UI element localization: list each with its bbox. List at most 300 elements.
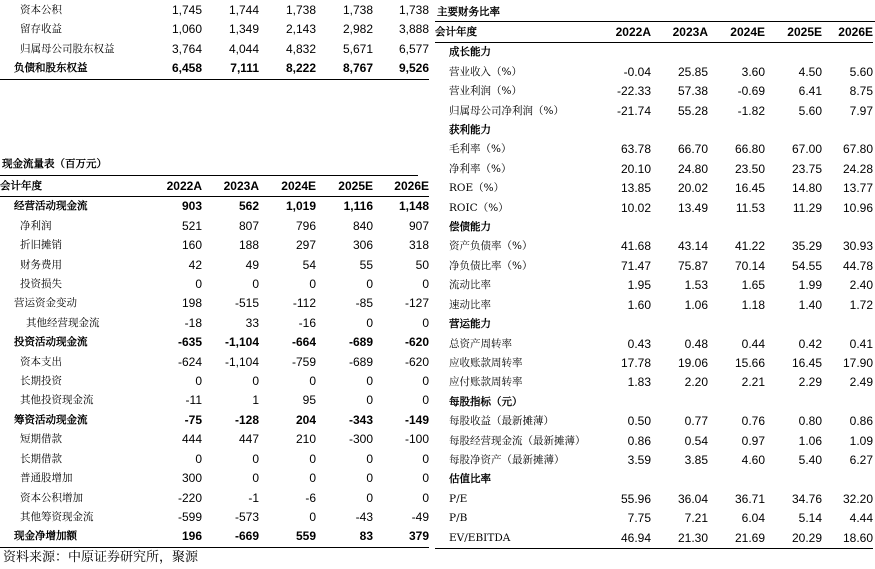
table-row <box>435 199 873 218</box>
cell-value: -689 <box>348 335 373 350</box>
ratios-year-2023: 2023A <box>651 23 708 43</box>
table-row <box>0 353 429 372</box>
cell-value: 1.60 <box>627 297 651 312</box>
cash-flow-header-label: 会计年度 <box>0 177 158 197</box>
cell-value: -620 <box>404 335 429 350</box>
section-label: 估值比率 <box>449 473 491 486</box>
cell-value: -624 <box>177 354 202 369</box>
cell-value: 562 <box>238 199 259 214</box>
cell-value: 2.21 <box>741 375 765 390</box>
cell-value: 204 <box>295 412 316 427</box>
cell-value: 55.96 <box>620 491 651 506</box>
cell-value: -599 <box>177 509 202 524</box>
cell-value: 46.94 <box>598 529 651 549</box>
cell-value: 1.83 <box>627 375 651 390</box>
table-row <box>0 508 429 527</box>
cash-flow-table <box>0 177 429 548</box>
cell-value: 0 <box>422 315 429 330</box>
cell-value: 1,116 <box>343 199 373 214</box>
cell-value: 1.65 <box>741 278 765 293</box>
cash-flow-top-rule <box>0 175 418 176</box>
cell-value: 0.43 <box>627 336 651 351</box>
cell-value: 63.78 <box>620 142 651 157</box>
row-label: 应付账款周转率 <box>449 376 523 389</box>
cell-value: 807 <box>238 218 259 233</box>
cell-value: 11.53 <box>735 200 765 215</box>
cell-value: 54.55 <box>791 258 822 273</box>
cell-value: 840 <box>352 218 373 233</box>
row-label: 现金净增加额 <box>0 527 158 547</box>
cell-value: -16 <box>298 315 316 330</box>
cell-value: 1,738 <box>285 3 316 17</box>
cell-value: 55 <box>359 257 373 272</box>
table-row <box>0 59 429 79</box>
cell-value: 0.97 <box>741 433 765 448</box>
row-label: 每股经营现金流（最新摊薄） <box>449 434 586 447</box>
row-label: 毛利率（%） <box>449 143 512 156</box>
ratios-title: 主要财务比率 <box>437 6 500 18</box>
cell-value: 1,744 <box>228 3 259 17</box>
cell-value: 23.50 <box>734 161 765 176</box>
cell-value: 35.29 <box>791 239 822 254</box>
cell-value: -1.82 <box>737 103 765 118</box>
cell-value: -300 <box>348 432 373 447</box>
cell-value: 66.70 <box>677 142 708 157</box>
cell-value: 17.78 <box>620 355 651 370</box>
ratios-header-label: 会计年度 <box>435 23 598 43</box>
row-label: 负债和股东权益 <box>0 59 158 79</box>
cell-value: -149 <box>404 412 429 427</box>
cell-value: 6,577 <box>398 41 429 56</box>
row-label: 财务费用 <box>20 258 62 271</box>
cell-value: 0.48 <box>684 336 708 351</box>
cash-flow-title: 现金流量表（百万元） <box>2 158 107 170</box>
cell-value: 300 <box>181 471 202 486</box>
section-row <box>435 315 873 334</box>
ratios-table <box>435 23 873 549</box>
row-label: 折旧摊销 <box>20 239 62 252</box>
section-row <box>435 43 873 63</box>
cell-value: 2.29 <box>798 375 822 390</box>
balance-sheet-tail <box>0 1 429 80</box>
cell-value: 210 <box>295 432 316 447</box>
row-label: 流动比率 <box>449 279 491 292</box>
cell-value: 0 <box>422 471 429 486</box>
cell-value: 21.30 <box>651 529 708 549</box>
cell-value: 7.97 <box>849 103 873 118</box>
ratios-year-2022: 2022A <box>598 23 651 43</box>
ratios-table-block <box>435 23 873 549</box>
cell-value: 198 <box>181 296 202 311</box>
cell-value: -220 <box>177 490 202 505</box>
table-row <box>435 335 873 354</box>
cell-value: 5,671 <box>342 41 373 56</box>
cell-value: 3.85 <box>684 452 708 467</box>
table-row <box>435 296 873 315</box>
cell-value: 67.80 <box>842 142 873 157</box>
row-label: 每股净资产（最新摊薄） <box>449 453 565 466</box>
cell-value: 0 <box>366 374 373 389</box>
cell-value: -1,104 <box>224 354 259 369</box>
cash-flow-year-2023: 2023A <box>202 177 259 197</box>
cell-value: 49 <box>245 257 259 272</box>
cell-value: 0.76 <box>741 414 765 429</box>
cell-value: 10.02 <box>620 200 651 215</box>
cell-value: 3,764 <box>171 41 202 56</box>
cell-value: 0 <box>195 277 202 292</box>
cell-value: -0.69 <box>737 84 765 99</box>
cell-value: 318 <box>408 238 429 253</box>
cell-value: 0 <box>195 374 202 389</box>
cell-value: 9,526 <box>373 59 429 79</box>
cell-value: 55.28 <box>677 103 708 118</box>
cell-value: 0 <box>422 393 429 408</box>
cell-value: 0.44 <box>741 336 765 351</box>
table-row <box>435 160 873 179</box>
cell-value: -1,104 <box>224 335 259 350</box>
cell-value: 1,349 <box>228 22 259 37</box>
cell-value: 4,044 <box>228 41 259 56</box>
table-row <box>435 490 873 509</box>
cell-value: 0 <box>422 490 429 505</box>
cell-value: 160 <box>181 238 202 253</box>
row-label: 速动比率 <box>449 298 491 311</box>
row-label: 其他投资现金流 <box>20 394 94 407</box>
cell-value: 7.75 <box>627 511 651 526</box>
cell-value: 0 <box>366 490 373 505</box>
row-label: 资产负债率（%） <box>449 240 533 253</box>
row-label: 净负债比率（%） <box>449 259 533 272</box>
cell-value: -689 <box>348 354 373 369</box>
row-label: 普通股增加 <box>20 472 73 485</box>
cell-value: 5.14 <box>798 511 822 526</box>
cell-value: 0 <box>366 393 373 408</box>
cell-value: 0 <box>366 315 373 330</box>
ratios-header-row <box>435 23 873 43</box>
row-label: ROIC（%） <box>449 201 509 214</box>
cell-value: 41.22 <box>734 239 765 254</box>
table-row <box>435 373 873 392</box>
cell-value: 444 <box>181 432 202 447</box>
cell-value: 0.80 <box>798 414 822 429</box>
cell-value: 16.45 <box>734 181 765 196</box>
cell-value: 0.50 <box>627 414 651 429</box>
table-row <box>435 451 873 470</box>
table-row <box>435 432 873 451</box>
cell-value: -75 <box>184 412 202 427</box>
cell-value: 95 <box>302 393 316 408</box>
cell-value: 66.80 <box>734 142 765 157</box>
cell-value: 23.75 <box>791 161 822 176</box>
cell-value: 0 <box>195 451 202 466</box>
cell-value: 71.47 <box>620 258 651 273</box>
cell-value: 57.38 <box>677 84 708 99</box>
row-label: P/B <box>449 512 468 525</box>
row-label: 长期借款 <box>20 452 62 465</box>
row-label: 营业收入（%） <box>449 65 522 78</box>
table-row <box>0 430 429 449</box>
table-row <box>0 450 429 469</box>
cell-value: 15.66 <box>734 355 765 370</box>
cell-value: -343 <box>348 412 373 427</box>
cell-value: 1,060 <box>171 22 202 37</box>
cell-value: 0 <box>309 509 316 524</box>
cell-value: -515 <box>234 296 259 311</box>
row-label: 营业利润（%） <box>449 85 522 98</box>
cell-value: 521 <box>181 218 202 233</box>
table-row <box>0 217 429 236</box>
cell-value: 3.60 <box>741 64 765 79</box>
cell-value: -100 <box>404 432 429 447</box>
row-label: 留存收益 <box>20 23 62 36</box>
cell-value: 83 <box>316 527 373 547</box>
cell-value: 903 <box>181 199 202 214</box>
table-row <box>0 527 429 547</box>
cell-value: -635 <box>177 335 202 350</box>
cell-value: 0 <box>309 471 316 486</box>
cell-value: 33 <box>245 315 259 330</box>
cell-value: 0 <box>366 451 373 466</box>
section-row <box>435 218 873 237</box>
table-row <box>0 197 429 217</box>
cell-value: 10.96 <box>842 200 873 215</box>
cell-value: 5.40 <box>798 452 822 467</box>
section-row <box>435 470 873 489</box>
cell-value: 4.60 <box>741 452 765 467</box>
cell-value: 0 <box>366 277 373 292</box>
table-row <box>435 82 873 101</box>
cell-value: 41.68 <box>620 239 651 254</box>
table-row <box>0 314 429 333</box>
cell-value: 1,738 <box>342 3 373 17</box>
cell-value: 1.06 <box>684 297 708 312</box>
cell-value: 0 <box>252 277 259 292</box>
cell-value: 0 <box>422 374 429 389</box>
cell-value: -18 <box>184 315 202 330</box>
table-row <box>0 294 429 313</box>
table-row <box>435 276 873 295</box>
cell-value: 1,745 <box>171 3 202 17</box>
row-label: 资本支出 <box>20 355 62 368</box>
cell-value: 8,222 <box>259 59 316 79</box>
ratios-year-2026: 2026E <box>822 23 873 43</box>
row-label: 短期借款 <box>20 433 62 446</box>
cash-flow-year-2025: 2025E <box>316 177 373 197</box>
table-row <box>435 102 873 121</box>
cell-value: 1.40 <box>798 297 822 312</box>
cell-value: 6.41 <box>798 84 822 99</box>
balance-sheet-table <box>0 1 429 80</box>
cell-value: 50 <box>415 257 429 272</box>
table-row <box>435 179 873 198</box>
cell-value: 44.78 <box>842 258 873 273</box>
row-label: 总资产周转率 <box>449 337 512 350</box>
cell-value: -43 <box>355 509 373 524</box>
cell-value: 20.02 <box>677 181 708 196</box>
cash-flow-statement <box>0 177 429 548</box>
row-label: 归属母公司净利润（%） <box>449 104 564 117</box>
row-label: 经营活动现金流 <box>14 200 88 213</box>
table-row <box>435 140 873 159</box>
cash-flow-year-2026: 2026E <box>373 177 429 197</box>
cell-value: 67.00 <box>791 142 822 157</box>
cell-value: 1.72 <box>849 297 873 312</box>
cell-value: 75.87 <box>677 258 708 273</box>
table-row <box>0 236 429 255</box>
cell-value: -49 <box>411 509 429 524</box>
cell-value: 0.77 <box>684 414 708 429</box>
cell-value: 16.45 <box>791 355 822 370</box>
cell-value: 54 <box>302 257 316 272</box>
cell-value: 36.04 <box>677 491 708 506</box>
row-label: 筹资活动现金流 <box>14 413 88 426</box>
row-label: 应收账款周转率 <box>449 356 523 369</box>
section-label: 每股指标（元） <box>449 395 523 408</box>
cell-value: 7.21 <box>684 511 708 526</box>
row-label: 长期投资 <box>20 375 62 388</box>
cell-value: 1.06 <box>798 433 822 448</box>
row-label: P/E <box>449 492 468 505</box>
cell-value: -573 <box>234 509 259 524</box>
cell-value: 0.41 <box>849 336 873 351</box>
cell-value: 13.77 <box>842 181 873 196</box>
cell-value: 0 <box>422 451 429 466</box>
section-label: 获利能力 <box>449 124 491 137</box>
cell-value: 188 <box>238 238 259 253</box>
cell-value: 0 <box>309 374 316 389</box>
cell-value: 1.09 <box>849 433 873 448</box>
table-row <box>0 40 429 59</box>
cash-flow-year-2024: 2024E <box>259 177 316 197</box>
cell-value: 0.86 <box>627 433 651 448</box>
row-label: 其他经营现金流 <box>26 316 100 329</box>
cell-value: 34.76 <box>791 491 822 506</box>
section-label: 成长能力 <box>449 46 491 59</box>
cell-value: 4.44 <box>849 511 873 526</box>
section-label: 营运能力 <box>449 318 491 331</box>
table-row <box>435 354 873 373</box>
cell-value: 19.06 <box>677 355 708 370</box>
cell-value: -1 <box>248 490 259 505</box>
cell-value: 0 <box>309 451 316 466</box>
cell-value: 25.85 <box>677 64 708 79</box>
cell-value: 21.69 <box>708 529 765 549</box>
cell-value: 0.42 <box>798 336 822 351</box>
table-row <box>435 412 873 431</box>
cell-value: 14.80 <box>791 181 822 196</box>
cell-value: 13.85 <box>620 181 651 196</box>
cell-value: 30.93 <box>842 239 873 254</box>
table-row <box>435 237 873 256</box>
table-row <box>435 63 873 82</box>
ratios-top-rule <box>435 21 875 22</box>
cell-value: 24.28 <box>842 161 873 176</box>
cell-value: 24.80 <box>677 161 708 176</box>
cell-value: 0 <box>309 277 316 292</box>
row-label: ROE（%） <box>449 182 505 195</box>
cell-value: -85 <box>355 296 373 311</box>
cell-value: 7,111 <box>202 59 259 79</box>
cell-value: 2,143 <box>285 22 316 37</box>
cell-value: 13.49 <box>677 200 708 215</box>
cell-value: -6 <box>305 490 316 505</box>
cell-value: 0 <box>252 451 259 466</box>
cell-value: 0 <box>422 277 429 292</box>
table-row <box>0 256 429 275</box>
cell-value: 6.27 <box>849 452 873 467</box>
row-label: 投资损失 <box>20 278 62 291</box>
cell-value: 1,148 <box>398 199 429 214</box>
cell-value: 1,738 <box>398 3 429 17</box>
cell-value: 2.49 <box>849 375 873 390</box>
cell-value: 796 <box>295 218 316 233</box>
cell-value: 907 <box>408 218 429 233</box>
cell-value: 5.60 <box>798 103 822 118</box>
row-label: 每股收益（最新摊薄） <box>449 415 554 428</box>
cell-value: -112 <box>292 296 316 311</box>
row-label: 净利润 <box>20 219 52 232</box>
row-label: 其他筹资现金流 <box>20 510 94 523</box>
cell-value: -21.74 <box>616 103 651 118</box>
cell-value: 2,982 <box>342 22 373 37</box>
cell-value: 0 <box>252 374 259 389</box>
cell-value: 17.90 <box>842 355 873 370</box>
row-label: 资本公积增加 <box>20 491 83 504</box>
ratios-year-2024: 2024E <box>708 23 765 43</box>
table-row <box>0 391 429 410</box>
cell-value: 18.60 <box>822 529 873 549</box>
cell-value: 0.86 <box>849 414 873 429</box>
cell-value: 5.60 <box>849 64 873 79</box>
cell-value: 11.29 <box>792 200 822 215</box>
cell-value: 196 <box>158 527 202 547</box>
cell-value: 559 <box>259 527 316 547</box>
table-row <box>0 489 429 508</box>
table-row <box>0 275 429 294</box>
cell-value: 1.53 <box>684 278 708 293</box>
cell-value: -620 <box>404 354 429 369</box>
cell-value: 6.04 <box>741 511 765 526</box>
cell-value: 447 <box>238 432 259 447</box>
cell-value: 1,019 <box>285 199 316 214</box>
table-row <box>0 333 429 352</box>
cell-value: -128 <box>234 412 259 427</box>
table-row <box>0 372 429 391</box>
cell-value: 0.54 <box>684 433 708 448</box>
cell-value: 8,767 <box>316 59 373 79</box>
cell-value: 42 <box>188 257 202 272</box>
cell-value: 8.75 <box>849 84 873 99</box>
section-row <box>435 121 873 140</box>
cell-value: 36.71 <box>734 491 765 506</box>
table-row <box>0 20 429 39</box>
cell-value: 1 <box>252 393 259 408</box>
cell-value: -127 <box>404 296 429 311</box>
cell-value: 70.14 <box>734 258 765 273</box>
cell-value: 4,832 <box>285 41 316 56</box>
table-row <box>435 257 873 276</box>
cell-value: -669 <box>202 527 259 547</box>
cell-value: 43.14 <box>677 239 708 254</box>
cell-value: 32.20 <box>842 491 873 506</box>
table-row <box>0 411 429 430</box>
source-note: 资料来源：中原证券研究所，聚源 <box>3 550 199 565</box>
cell-value: -759 <box>291 354 316 369</box>
cell-value: 2.20 <box>684 375 708 390</box>
row-label: 净利率（%） <box>449 162 512 175</box>
section-label: 偿债能力 <box>449 221 491 234</box>
section-row <box>435 393 873 412</box>
